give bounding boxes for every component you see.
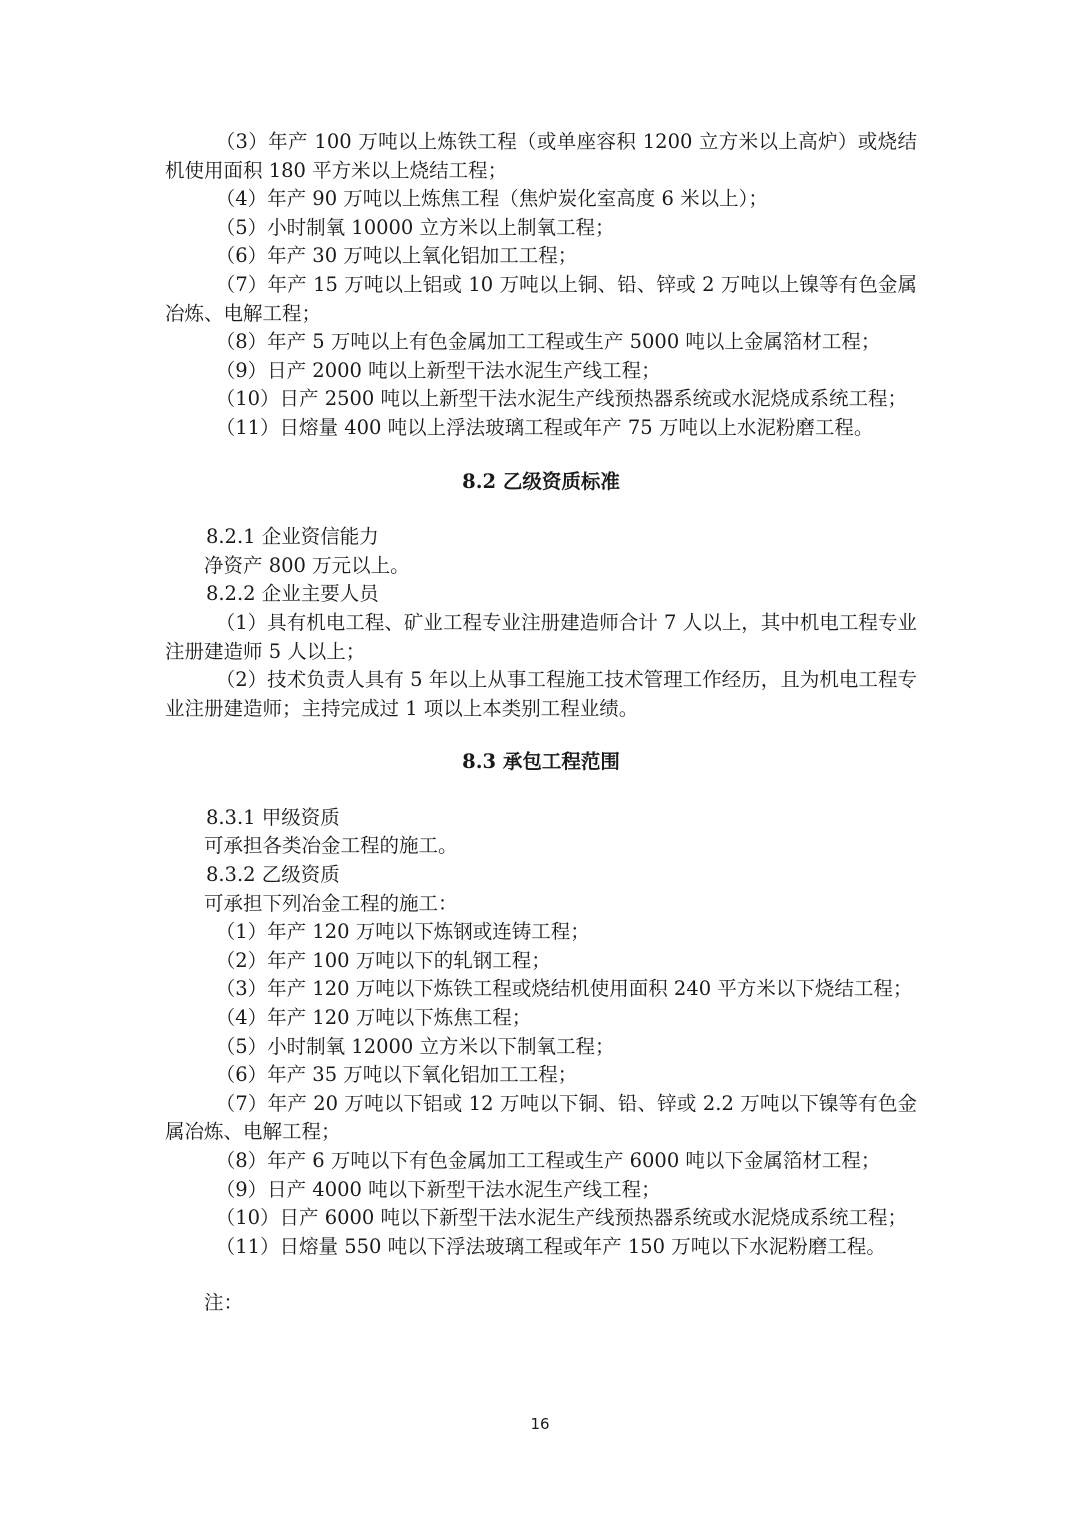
- list-item: （8）年产 5 万吨以上有色金属加工工程或生产 5000 吨以上金属箔材工程；: [215, 330, 881, 354]
- list-item: （5）小时制氧 12000 立方米以下制氧工程；: [215, 1034, 615, 1058]
- list-item: （3）年产 100 万吨以上炼铁工程（或单座容积 1200 立方米以上高炉）或烧结机使用面积 180 平方米以上烧结工程；: [165, 130, 917, 182]
- paragraph: 可承担下列冶金工程的施工：: [204, 891, 458, 915]
- spacer: [165, 1261, 917, 1289]
- list-item: （10）日产 2500 吨以上新型干法水泥生产线预热器系统或水泥烧成系统工程；: [215, 387, 908, 411]
- subsection-title: 8.3.2 乙级资质: [205, 863, 340, 887]
- section-8-3: [165, 804, 917, 1262]
- list-item: （1）具有机电工程、矿业工程专业注册建造师合计 7 人以上，其中机电工程专业注册建造师 5 人以上；: [165, 610, 917, 663]
- list-item: （9）日产 4000 吨以下新型干法水泥生产线工程；: [215, 1177, 661, 1201]
- list-item: （9）日产 2000 吨以上新型干法水泥生产线工程；: [215, 358, 661, 382]
- subsection-title: 8.2.1 企业资信能力: [205, 525, 379, 549]
- list-item: （4）年产 90 万吨以上炼焦工程（焦炉炭化室高度 6 米以上）；: [215, 187, 768, 211]
- list-item: （6）年产 35 万吨以下氧化铝加工工程；: [215, 1063, 578, 1087]
- page-content: [165, 128, 917, 1318]
- list-item: （11）日熔量 400 吨以上浮法玻璃工程或年产 75 万吨以上水泥粉磨工程。: [215, 415, 874, 439]
- section-heading-8-3: 8.3 承包工程范围: [462, 750, 620, 774]
- list-item: （5）小时制氧 10000 立方米以上制氧工程；: [215, 215, 615, 239]
- list-item: （4）年产 120 万吨以下炼焦工程；: [215, 1006, 532, 1030]
- section-heading-8-2: 8.2 乙级资质标准: [462, 469, 620, 493]
- requirements-list-continued: [165, 128, 917, 443]
- list-item: （7）年产 15 万吨以上铝或 10 万吨以上铜、铅、锌或 2 万吨以上镍等有色金属冶炼、电解工程；: [165, 272, 917, 325]
- list-item: （11）日熔量 550 吨以下浮法玻璃工程或年产 150 万吨以下水泥粉磨工程。: [215, 1234, 886, 1258]
- list-item: （10）日产 6000 吨以下新型干法水泥生产线预热器系统或水泥烧成系统工程；: [215, 1206, 908, 1230]
- list-item: （3）年产 120 万吨以下炼铁工程或烧结机使用面积 240 平方米以下烧结工程；: [215, 977, 913, 1001]
- list-item: （8）年产 6 万吨以下有色金属加工工程或生产 6000 吨以下金属箔材工程；: [215, 1149, 881, 1172]
- section-8-2: [165, 523, 917, 723]
- list-item: （2）年产 100 万吨以下的轧钢工程；: [215, 948, 551, 972]
- list-item: （1）年产 120 万吨以下炼钢或连铸工程；: [215, 920, 590, 944]
- paragraph: 可承担各类冶金工程的施工。: [204, 834, 458, 858]
- page-number: 16: [530, 1415, 550, 1433]
- note-label: 注：: [204, 1291, 244, 1315]
- paragraph: 净资产 800 万元以上。: [204, 553, 410, 577]
- subsection-title: 8.3.1 甲级资质: [205, 805, 340, 829]
- subsection-title: 8.2.2 企业主要人员: [205, 582, 379, 606]
- list-item: （2）技术负责人具有 5 年以上从事工程施工技术管理工作经历，且为机电工程专业注册建造师；主持完成过 1 项以上本类别工程业绩。: [165, 668, 917, 720]
- list-item: （6）年产 30 万吨以上氧化铝加工工程；: [215, 244, 578, 268]
- list-item: （7）年产 20 万吨以下铝或 12 万吨以下铜、铅、锌或 2.2 万吨以下镍等有色金属冶炼、电解工程；: [165, 1091, 917, 1144]
